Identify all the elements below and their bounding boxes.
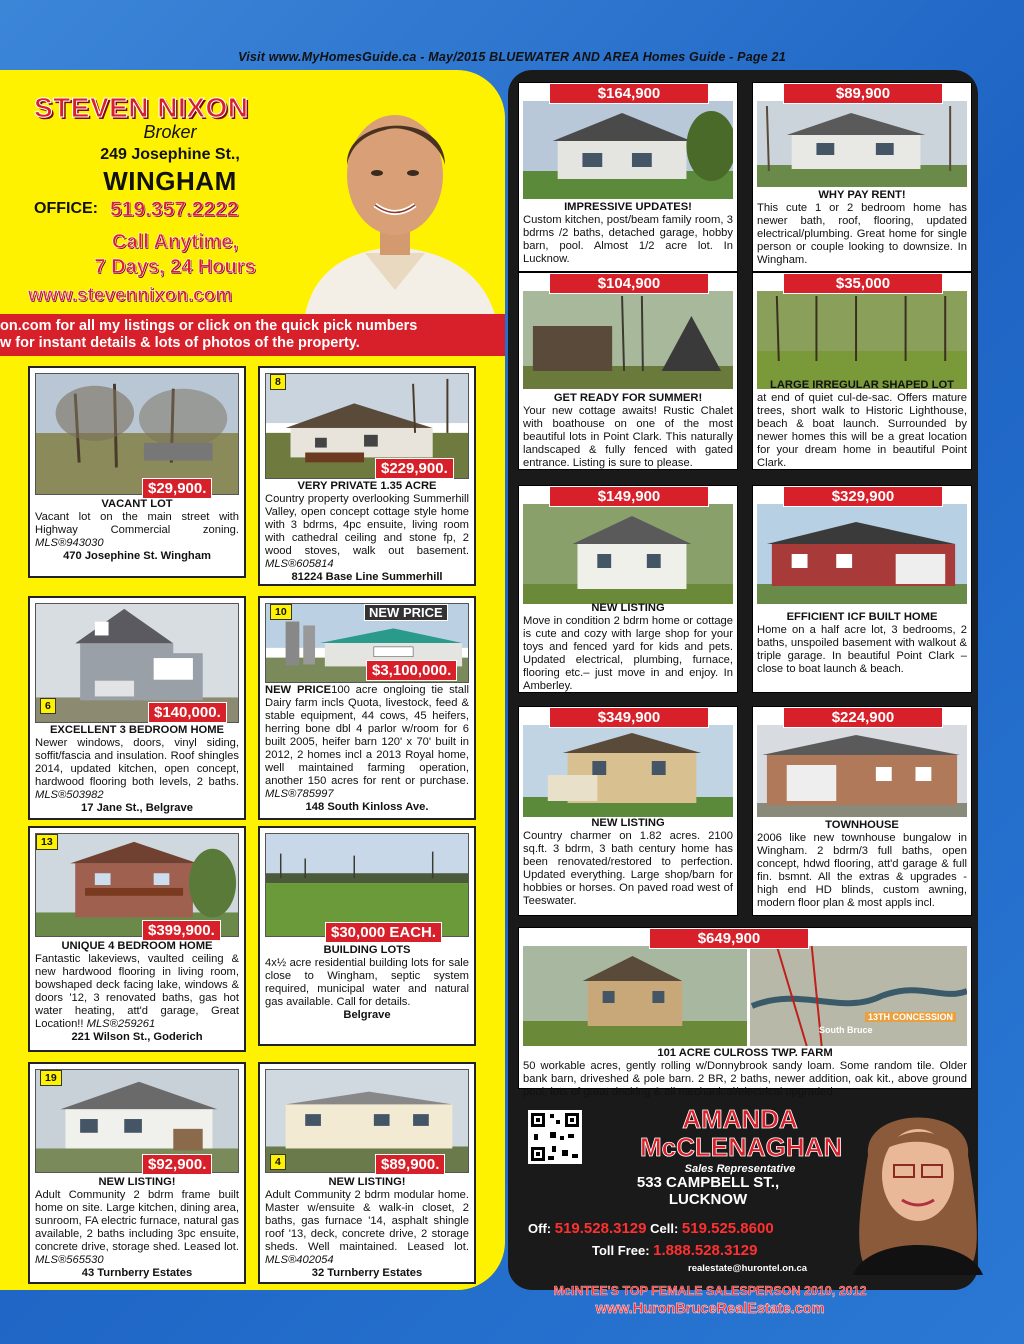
price-tag: $329,900	[783, 486, 943, 507]
agent-name: STEVEN NIXON	[34, 92, 249, 123]
listing-text	[265, 1176, 469, 1280]
right-agent-block	[520, 1104, 970, 1317]
listing-text	[265, 684, 469, 814]
listing-address: 17 Jane St., Belgrave	[81, 802, 193, 814]
mls-number: MLS®605814	[265, 558, 334, 570]
listing-body: 50 workable acres, gently rolling w/Donnybrook sandy loam. Some random tile. Older bank barn, driveshed & pole barn. 2 BR, 2 baths, newer addition, oak kit., above ground pool, lots of great decking & all mechanical/electrical upgraded.	[523, 1060, 967, 1098]
toll-free-line	[592, 1242, 757, 1259]
listing-body: Adult Community 2 bdrm modular home. Master w/ensuite & walk-in closet, 2 baths, gas furnace '14, asphalt shingle roof '13, deck, concrete drive, 2 storage sheds. Well maintained. Leased lot.	[265, 1189, 469, 1253]
price-tag: $229,900.	[375, 458, 454, 479]
listing-heading: EXCELLENT 3 BEDROOM HOME	[49, 724, 225, 736]
listing-heading: NEW PRICE	[265, 684, 332, 696]
award-text: McINTEE'S TOP FEMALE SALESPERSON 2010, 2012	[553, 1284, 867, 1298]
banner-line-2: w for instant details & lots of photos of the property.	[0, 335, 360, 351]
agent-address	[608, 1174, 808, 1208]
mls-number: MLS®503982	[35, 789, 104, 801]
listing-heading: VERY PRIVATE 1.35 ACRE	[297, 480, 437, 492]
mls-number: MLS®943030	[35, 537, 104, 549]
listing-heading: VACANT LOT	[101, 498, 173, 510]
price-tag: $35,000	[783, 273, 943, 294]
listing-text	[35, 1176, 239, 1280]
listing-body: Adult Community 2 bdrm frame built home on site. Large kitchen, dining area, sunroom, FA electric furnace, natural gas available, 2 baths including 3pc ensuite, concrete drive, storage shed. Leased lot.	[35, 1189, 239, 1253]
listing-banner	[0, 314, 505, 356]
listing-card[interactable]	[518, 272, 738, 470]
mls-number: MLS®402054	[265, 1254, 334, 1266]
call-line-1: Call Anytime,	[112, 231, 238, 253]
listing-body: Fantastic lakeviews, vaulted ceiling & new hardwood flooring in living room, bowshaped deck facing lake, windows & doors '12, 3 renovated baths, gas hot water heating, att'd garage, Great Location!!	[35, 953, 239, 1030]
listing-text	[265, 480, 469, 584]
listing-card[interactable]	[752, 82, 972, 272]
quick-pick-number[interactable]: 6	[40, 698, 56, 714]
listing-heading: NEW LISTING!	[98, 1176, 176, 1188]
listing-body: Custom kitchen, post/beam family room, 3 bdrms /2 baths, detached garage, hobby barn, pool. Almost 1/2 acre lot. In Lucknow.	[523, 214, 733, 265]
listing-card[interactable]	[518, 82, 738, 272]
listing-photo	[523, 504, 733, 604]
listing-text	[757, 189, 967, 267]
cell-label: Cell:	[650, 1221, 679, 1236]
listing-card[interactable]	[28, 596, 246, 820]
price-tag: $30,000 EACH.	[325, 922, 442, 943]
agent-street: 533 CAMPBELL ST.,	[636, 1174, 780, 1191]
listing-heading: WHY PAY RENT!	[818, 189, 906, 201]
listing-address: 43 Turnberry Estates	[81, 1267, 193, 1279]
listing-heading: GET READY FOR SUMMER!	[553, 392, 703, 404]
listing-card[interactable]	[258, 1062, 476, 1284]
price-tag: $104,900	[549, 273, 709, 294]
listing-body: 4x½ acre residential building lots for sale close to Wingham, septic system required, municipal water and natural gas available. Call for details.	[265, 957, 469, 1008]
price-tag: $140,000.	[148, 702, 227, 723]
listing-body: Country property overlooking Summerhill Valley, open concept cottage style home with 3 bdrms, 4pc ensuite, living room with cathedral ceiling and stone fp, 2 wood stoves, walk out basement.	[265, 493, 469, 557]
map-region-label: South Bruce	[819, 1025, 873, 1035]
listing-photo	[523, 291, 733, 389]
listing-card[interactable]	[28, 826, 246, 1052]
listing-card[interactable]	[518, 706, 738, 916]
listing-body: Your new cottage awaits! Rustic Chalet with boathouse on one of the most beautiful lots in Point Clark. This naturally landscaped & fully fenced with gated entrance. Listing is sure to please.	[523, 405, 733, 469]
listing-card[interactable]	[28, 366, 246, 578]
qr-code-icon[interactable]	[528, 1110, 582, 1164]
new-price-badge: NEW PRICE	[364, 604, 448, 621]
price-tag: $349,900	[549, 707, 709, 728]
listing-body: This cute 1 or 2 bedroom home has newer bath, roof, flooring, updated electrical/plumbing. Great home for single person or couple looking to downsize. In Wingham.	[757, 202, 967, 266]
quick-pick-number[interactable]: 4	[270, 1154, 286, 1170]
listing-card[interactable]	[518, 927, 972, 1098]
agent-photo	[848, 1095, 988, 1275]
agent-photo	[295, 75, 500, 315]
listing-card[interactable]	[28, 1062, 246, 1284]
listing-heading: NEW LISTING	[591, 817, 665, 829]
price-tag: $89,900.	[375, 1154, 445, 1175]
agent-city: WINGHAM	[103, 166, 237, 196]
listing-heading: EFFICIENT ICF BUILT HOME	[786, 611, 938, 623]
listing-address: 32 Turnberry Estates	[311, 1267, 423, 1279]
listing-heading: IMPRESSIVE UPDATES!	[564, 201, 692, 213]
listing-text	[523, 201, 733, 266]
agent-website-link[interactable]: www.stevennixon.com	[28, 285, 233, 306]
phone-line	[528, 1220, 774, 1237]
listing-text	[35, 724, 239, 815]
listing-text	[523, 602, 733, 693]
listing-body: Home on a half acre lot, 3 bedrooms, 2 baths, unspoiled basement with walkout & triple garage. In beautiful Point Clark – close to boat launch & beach.	[757, 624, 967, 675]
price-tag: $149,900	[549, 486, 709, 507]
listing-address: 221 Wilson St., Goderich	[71, 1031, 203, 1043]
listing-photo	[757, 725, 967, 817]
mls-number: MLS®259261	[86, 1018, 156, 1030]
price-tag: $3,100,000.	[366, 660, 457, 681]
listing-body: at end of quiet cul-de-sac. Offers mature trees, short walk to Historic Lighthouse, beach & boat launch. Surrounded by newer homes this will be a great location for your dream home in beautiful Point Clark.	[757, 392, 967, 469]
listing-text	[757, 819, 967, 910]
quick-pick-number[interactable]: 8	[270, 374, 286, 390]
agent-email-link[interactable]: realestate@hurontel.on.ca	[688, 1263, 808, 1274]
toll-free-label: Toll Free:	[592, 1243, 650, 1258]
listing-card[interactable]	[258, 826, 476, 1046]
banner-line-1: on.com for all my listings or click on the quick pick numbers	[0, 318, 418, 334]
price-tag: $92,900.	[142, 1154, 212, 1175]
listing-text	[523, 1047, 967, 1099]
listing-text	[757, 611, 967, 676]
listing-body: Vacant lot on the main street with Highway Commercial zoning.	[35, 511, 239, 536]
price-tag: $89,900	[783, 83, 943, 104]
listing-address: Belgrave	[343, 1009, 391, 1021]
listing-body: Country charmer on 1.82 acres. 2100 sq.ft. 3 bdrm, 3 bath century home has been renovated/restored to perfection. Updated everything. Large shop/barn for hobbies or horses. On paved road west of Teeswater.	[523, 830, 733, 907]
mls-number: MLS®785997	[265, 788, 334, 800]
listing-card[interactable]	[752, 272, 972, 470]
quick-pick-number[interactable]: 13	[36, 834, 58, 850]
listing-card[interactable]	[258, 596, 476, 820]
office-phone[interactable]: 519.528.3129	[554, 1220, 647, 1237]
listing-address: 148 South Kinloss Ave.	[305, 801, 429, 813]
listing-text	[265, 944, 469, 1022]
listing-heading: NEW LISTING	[591, 602, 665, 614]
listing-text	[35, 498, 239, 563]
agent-last-name: McCLENAGHAN	[640, 1132, 843, 1162]
listing-card[interactable]	[752, 485, 972, 693]
listing-text	[523, 817, 733, 908]
listing-photo	[523, 946, 967, 1046]
listing-photo	[757, 101, 967, 187]
listing-heading: LARGE IRREGULAR SHAPED LOT	[770, 379, 954, 391]
cell-phone[interactable]: 519.525.8600	[681, 1220, 774, 1237]
agent-city: LUCKNOW	[668, 1191, 748, 1208]
price-tag: $29,900.	[142, 478, 212, 499]
listing-address: 470 Josephine St. Wingham	[63, 550, 211, 562]
listing-body: Move in condition 2 bdrm home or cottage is cute and cozy with large shop for your toys and fenced yard for kids and pets. Updated electrical, plumbing, furnace, flooring etc.– just move in and enjoy. In Amberley.	[523, 615, 733, 692]
agent-title: Sales Representative	[684, 1163, 796, 1175]
listing-text	[757, 379, 967, 470]
quick-pick-number[interactable]: 10	[270, 604, 292, 620]
listing-photo	[757, 291, 967, 389]
page-header: Visit www.MyHomesGuide.ca - May/2015 BLUEWATER AND AREA Homes Guide - Page 21	[238, 50, 786, 64]
office-label: Off:	[528, 1221, 552, 1236]
listing-heading: TOWNHOUSE	[825, 819, 899, 831]
agent-title: Broker	[143, 122, 197, 142]
listing-address: 81224 Base Line Summerhill	[291, 571, 443, 583]
price-tag: $399,900.	[142, 920, 221, 941]
agent-address: 249 Josephine St.,	[100, 146, 240, 163]
listing-card[interactable]	[518, 485, 738, 693]
call-line-2: 7 Days, 24 Hours	[94, 256, 256, 278]
map-concession-label: 13TH CONCESSION	[865, 1012, 956, 1022]
listing-heading: 101 ACRE CULROSS TWP. FARM	[657, 1047, 833, 1059]
listing-card[interactable]	[258, 366, 476, 586]
listing-heading: BUILDING LOTS	[323, 944, 411, 956]
agent-website-link[interactable]: www.HuronBruceRealEstate.com	[595, 1301, 825, 1317]
agent-first-name: AMANDA	[682, 1104, 798, 1134]
listing-heading: NEW LISTING!	[328, 1176, 406, 1188]
listing-photo	[757, 504, 967, 604]
listing-photo	[523, 725, 733, 817]
listing-photo	[35, 373, 239, 495]
listing-photo	[523, 101, 733, 199]
listing-body: 2006 like new townhouse bungalow in Wingham. 2 bdrm/3 full baths, open concept, hdwd flooring, att'd garage & full fin. bsmnt. All the extras & upgrades - high end HD blinds, custom awning, modern floor plan & most appls incl.	[757, 832, 967, 909]
listing-card[interactable]	[752, 706, 972, 916]
mls-number: MLS®565530	[35, 1254, 104, 1266]
price-tag: $164,900	[549, 83, 709, 104]
call-anytime	[20, 230, 330, 280]
price-tag: $224,900	[783, 707, 943, 728]
agent-name	[640, 1104, 843, 1162]
listing-body: 100 acre ongloing tie stall Dairy farm incls Quota, livestock, feed & stable equipment, 44 cows, 45 heifers, herring bone dbl 4 parlor w/room for 6 built 2005, heifer barn 120' x 70' built in 2012, 2 homes incl a 2013 Royal home, well maintained farming operation, another 150 acres for rent or purchase.	[265, 684, 469, 787]
listing-text	[35, 940, 239, 1044]
quick-pick-number[interactable]: 19	[40, 1070, 62, 1086]
price-tag: $649,900	[649, 928, 809, 949]
right-listings-panel	[508, 70, 978, 1317]
office-label: OFFICE:	[34, 200, 98, 217]
office-phone[interactable]: 519.357.2222	[110, 198, 239, 221]
listing-body: Newer windows, doors, vinyl siding, soffit/fascia and insulation. Roof shingles 2014, updated kitchen, open concept, hardwood flooring both levels, 2 baths.	[35, 737, 239, 788]
toll-free-phone[interactable]: 1.888.528.3129	[653, 1242, 758, 1259]
listing-text	[523, 392, 733, 470]
listing-heading: UNIQUE 4 BEDROOM HOME	[61, 940, 213, 952]
